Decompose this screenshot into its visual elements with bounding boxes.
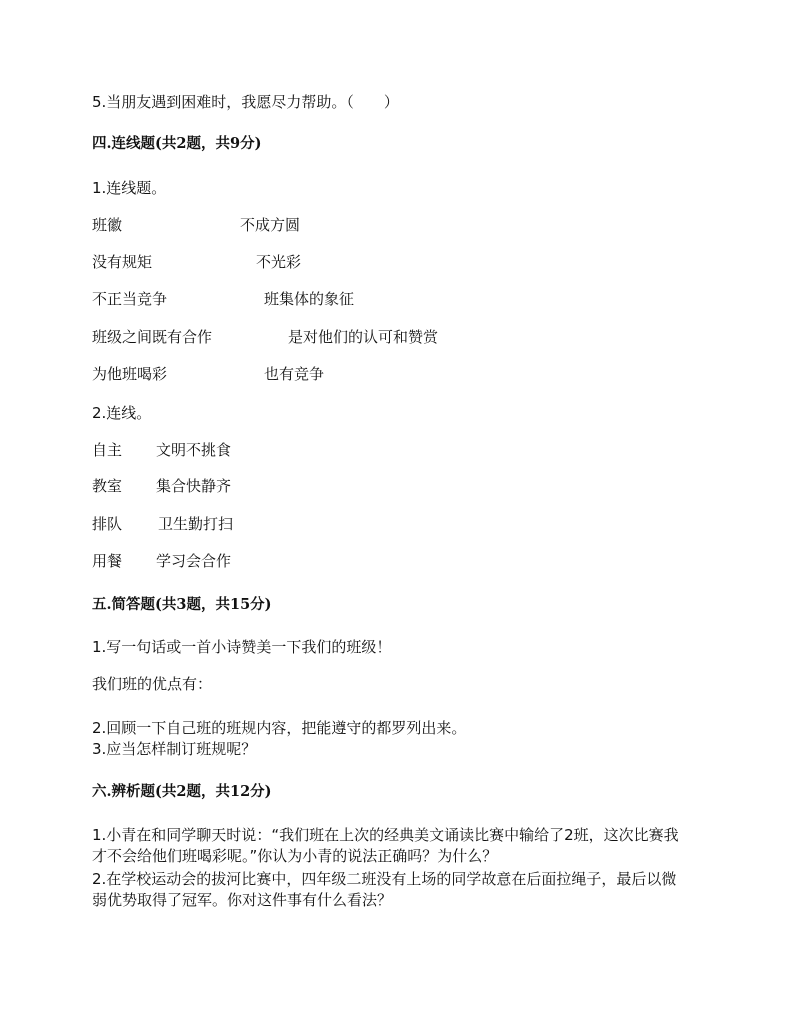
matching-row xyxy=(92,327,692,347)
matching-row xyxy=(92,215,692,235)
question-5-text: 5.当朋友遇到困难时，我愿尽力帮助。（ ） xyxy=(92,93,399,111)
matching-row xyxy=(92,289,692,309)
section-6-q2-line1: 2.在学校运动会的拔河比赛中，四年级二班没有上场的同学故意在后面拉绳子，最后以微 xyxy=(92,870,677,888)
matching-left-item: 排队 xyxy=(92,515,123,533)
section-4-q1-title: 1.连线题。 xyxy=(92,179,167,197)
matching-left-item: 自主 xyxy=(92,441,123,459)
section-5-heading: 五.简答题(共3题，共15分) xyxy=(92,596,272,613)
matching-left-item: 为他班喝彩 xyxy=(92,365,168,383)
matching-right-item: 学习会合作 xyxy=(156,552,232,570)
matching-right-item: 是对他们的认可和赞赏 xyxy=(288,328,439,346)
matching-left-item: 班级之间既有合作 xyxy=(92,328,213,346)
matching-right-item: 不光彩 xyxy=(256,253,302,271)
section-6-heading: 六.辨析题(共2题，共12分) xyxy=(92,783,272,800)
section-4-heading: 四.连线题(共2题，共9分) xyxy=(92,135,262,152)
section-5-q3: 3.应当怎样制订班规呢？ xyxy=(92,740,257,758)
matching-row xyxy=(92,514,692,534)
matching-row xyxy=(92,476,692,496)
matching-right-item: 文明不挑食 xyxy=(156,441,232,459)
matching-right-item: 集合快静齐 xyxy=(156,477,232,495)
matching-right-item: 卫生勤打扫 xyxy=(158,515,234,533)
section-6-q1-line1: 1.小青在和同学聊天时说：“我们班在上次的经典美文诵读比赛中输给了2班，这次比赛我 xyxy=(92,826,679,844)
matching-left-item: 没有规矩 xyxy=(92,253,153,271)
matching-row xyxy=(92,551,692,571)
section-6-q2-line2: 弱优势取得了冠军。你对这件事有什么看法？ xyxy=(92,891,393,909)
section-4-q2-title: 2.连线。 xyxy=(92,404,152,422)
matching-left-item: 班徽 xyxy=(92,216,123,234)
matching-row xyxy=(92,252,692,272)
section-6-q1-line2: 才不会给他们班喝彩呢。”你认为小青的说法正确吗？为什么？ xyxy=(92,847,498,865)
section-5-q1-sub: 我们班的优点有： xyxy=(92,675,213,693)
matching-right-item: 班集体的象征 xyxy=(264,290,355,308)
section-5-q2: 2.回顾一下自己班的班规内容，把能遵守的都罗列出来。 xyxy=(92,719,467,737)
matching-right-item: 也有竞争 xyxy=(264,365,325,383)
matching-left-item: 教室 xyxy=(92,477,123,495)
matching-right-item: 不成方圆 xyxy=(240,216,301,234)
section-5-q1: 1.写一句话或一首小诗赞美一下我们的班级！ xyxy=(92,638,392,656)
matching-left-item: 不正当竞争 xyxy=(92,290,168,308)
matching-row xyxy=(92,440,692,460)
matching-row xyxy=(92,364,692,384)
matching-left-item: 用餐 xyxy=(92,552,123,570)
